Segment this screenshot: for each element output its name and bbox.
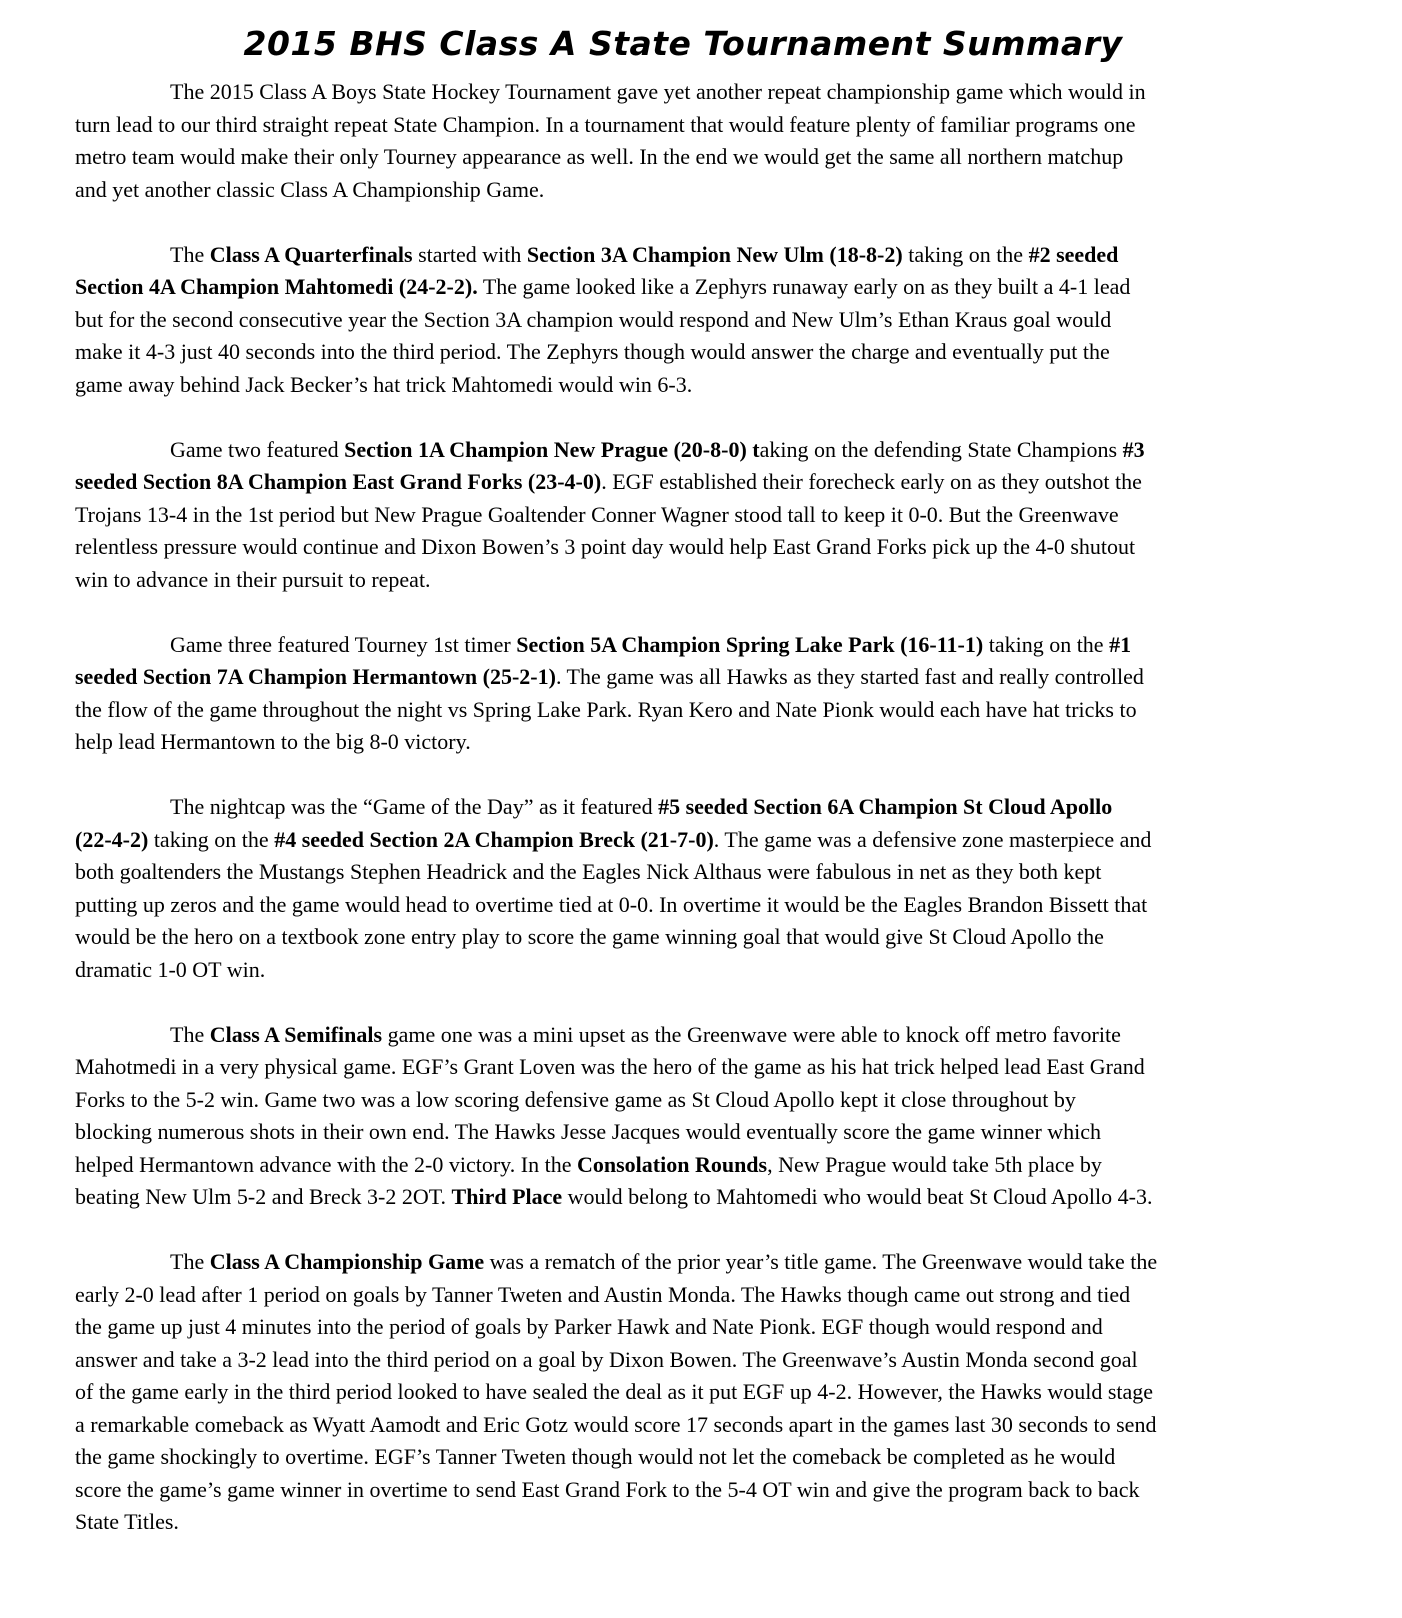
text-segment: of the game early in the third period looked to have sealed the deal as it put EGF up 4-2. However, the Hawks would stage bbox=[75, 1379, 1154, 1404]
text-line bbox=[75, 239, 1157, 272]
text-line bbox=[75, 921, 1157, 954]
bold-text: Section 5A Champion Spring Lake Park (16-11-1) bbox=[516, 631, 984, 657]
text-line bbox=[75, 499, 1157, 532]
text-segment: game away behind Jack Becker’s hat trick Mahtomedi would win 6-3. bbox=[75, 371, 693, 397]
bold-text: #4 seeded Section 2A Champion Breck (21-7-0) bbox=[274, 826, 714, 852]
text-line bbox=[75, 726, 1157, 759]
text-segment: , New Prague would take 5th place by bbox=[767, 1151, 1102, 1177]
bold-text: Section 1A Champion New Prague (20-8-0) t bbox=[344, 436, 760, 462]
text-line bbox=[75, 174, 1157, 207]
bold-text: #2 seeded bbox=[1028, 241, 1119, 267]
text-line bbox=[75, 141, 1157, 174]
text-line bbox=[75, 1409, 1157, 1442]
text-segment: putting up zeros and the game would head to overtime tied at 0-0. In overtime it would be the Eagles Brandon Bissett that bbox=[75, 891, 1148, 917]
text-segment: taking on the bbox=[983, 631, 1110, 657]
text-segment: the game shockingly to overtime. EGF’s Tanner Tweten though would not let the comeback be completed as he would bbox=[75, 1444, 1116, 1469]
text-line bbox=[75, 694, 1157, 727]
text-line bbox=[75, 629, 1157, 662]
text-segment: blocking numerous shots in their own end. The Hawks Jesse Jacques would eventually score the game winner which bbox=[75, 1119, 1102, 1144]
text-segment: Game three featured Tourney 1st timer bbox=[170, 631, 517, 657]
text-segment: started with bbox=[412, 241, 527, 267]
text-segment: The game looked like a Zephyrs runaway early on as they built a 4-1 lead bbox=[477, 274, 1131, 299]
text-segment: was a rematch of the prior year’s title game. The Greenwave would take the bbox=[484, 1249, 1158, 1274]
text-line bbox=[75, 1311, 1157, 1344]
text-segment: make it 4-3 just 40 seconds into the third period. The Zephyrs though would answer the charge and eventually put the bbox=[75, 339, 1110, 364]
bold-text: Section 3A Champion New Ulm (18-8-2) bbox=[526, 241, 903, 267]
bold-text: Consolation Rounds bbox=[576, 1151, 768, 1177]
text-line bbox=[75, 1474, 1157, 1507]
text-segment: win to advance in their pursuit to repeat. bbox=[75, 566, 431, 592]
text-line bbox=[75, 889, 1157, 922]
text-line bbox=[75, 531, 1157, 564]
text-segment: help lead Hermantown to the big 8-0 victory. bbox=[75, 729, 471, 754]
text-segment: turn lead to our third straight repeat State Champion. In a tournament that would feature plenty of familiar programs one bbox=[75, 111, 1136, 137]
text-segment: Mahotmedi in a very physical game. EGF’s Grant Loven was the hero of the game as his hat trick helped lead East Grand bbox=[75, 1054, 1145, 1079]
text-line bbox=[75, 109, 1157, 142]
text-line bbox=[75, 791, 1157, 824]
text-line bbox=[75, 76, 1157, 109]
text-line bbox=[75, 336, 1157, 369]
text-segment: early 2-0 lead after 1 period on goals by Tanner Tweten and Austin Monda. The Hawks though came out strong and tied bbox=[75, 1281, 1131, 1307]
bold-text: seeded Section 8A Champion East Grand Forks (23-4-0) bbox=[75, 469, 602, 494]
text-line bbox=[75, 1279, 1157, 1312]
bold-text: #5 seeded Section 6A Champion St Cloud Apollo bbox=[658, 794, 1113, 819]
text-segment: would be the hero on a textbook zone entry play to score the game winning goal that would give St Cloud Apollo the bbox=[75, 924, 1104, 949]
text-segment: The bbox=[170, 241, 210, 267]
text-segment: Trojans 13-4 in the 1st period but New Prague Goaltender Conner Wagner stood tall to keep it 0-0. But the Greenwave bbox=[75, 501, 1119, 527]
text-segment: beating New Ulm 5-2 and Breck 3-2 2OT. bbox=[75, 1184, 452, 1209]
paragraph bbox=[75, 239, 1157, 402]
text-line bbox=[75, 1084, 1157, 1117]
text-segment: taking on the bbox=[902, 241, 1029, 267]
text-segment: answer and take a 3-2 lead into the third period on a goal by Dixon Bowen. The Greenwave’s Austin Monda second goal bbox=[75, 1346, 1138, 1372]
bold-text: seeded Section 7A Champion Hermantown (25-2-1) bbox=[75, 664, 556, 689]
text-segment: score the game’s game winner in overtime to send East Grand Fork to the 5-4 OT win and give the program back to back bbox=[75, 1476, 1140, 1502]
text-segment: and yet another classic Class A Championship Game. bbox=[75, 176, 545, 202]
text-line bbox=[75, 1019, 1157, 1052]
text-line bbox=[75, 661, 1157, 694]
paragraph bbox=[75, 434, 1157, 597]
text-segment: the flow of the game throughout the night vs Spring Lake Park. Ryan Kero and Nate Pionk would each have hat tricks to bbox=[75, 696, 1137, 722]
text-segment: would belong to Mahtomedi who would beat St Cloud Apollo 4-3. bbox=[562, 1184, 1153, 1209]
bold-text: Class A Quarterfinals bbox=[209, 241, 413, 267]
text-segment: Game two featured bbox=[170, 436, 345, 462]
text-segment: Forks to the 5-2 win. Game two was a low scoring defensive game as St Cloud Apollo kept it close throughout by bbox=[75, 1086, 1076, 1112]
bold-text: Class A Semifinals bbox=[209, 1021, 383, 1047]
text-segment: The nightcap was the “Game of the Day” as it featured bbox=[170, 794, 659, 819]
bold-text: #1 bbox=[1109, 631, 1132, 657]
text-line bbox=[75, 954, 1157, 987]
text-line bbox=[75, 1181, 1157, 1214]
text-segment: dramatic 1-0 OT win. bbox=[75, 956, 266, 982]
text-line bbox=[75, 856, 1157, 889]
text-segment: aking on the defending State Champions bbox=[759, 436, 1123, 462]
text-segment: The bbox=[170, 1021, 210, 1047]
text-line bbox=[75, 1441, 1157, 1474]
text-line bbox=[75, 564, 1157, 597]
paragraph bbox=[75, 1246, 1157, 1539]
text-segment: metro team would make their only Tourney appearance as well. In the end we would get the same all northern matchup bbox=[75, 144, 1124, 169]
document-title: 2015 BHS Class A State Tournament Summary bbox=[243, 24, 1123, 63]
text-line bbox=[75, 369, 1157, 402]
text-line bbox=[75, 1344, 1157, 1377]
bold-text: Class A Championship Game bbox=[209, 1249, 485, 1274]
text-segment: State Titles. bbox=[75, 1509, 179, 1534]
text-segment: a remarkable comeback as Wyatt Aamodt and Eric Gotz would score 17 seconds apart in the games last 30 seconds to send bbox=[75, 1411, 1157, 1437]
text-segment: both goaltenders the Mustangs Stephen Headrick and the Eagles Nick Althaus were fabulous in net as they both kept bbox=[75, 859, 1102, 884]
text-line bbox=[75, 271, 1157, 304]
text-segment: . The game was a defensive zone masterpiece and bbox=[713, 826, 1152, 852]
text-segment: The bbox=[170, 1249, 210, 1274]
text-segment: but for the second consecutive year the Section 3A champion would respond and New Ulm’s Ethan Kraus goal would bbox=[75, 306, 1112, 332]
text-segment: the game up just 4 minutes into the period of goals by Parker Hawk and Nate Pionk. EGF though would respond and bbox=[75, 1314, 1103, 1339]
bold-text: #3 bbox=[1122, 436, 1145, 462]
text-line bbox=[75, 1246, 1157, 1279]
text-segment: helped Hermantown advance with the 2-0 victory. In the bbox=[75, 1151, 577, 1177]
bold-text: Section 4A Champion Mahtomedi (24-2-2). bbox=[75, 274, 478, 299]
bold-text: Third Place bbox=[451, 1184, 563, 1209]
text-line bbox=[75, 1376, 1157, 1409]
text-segment: taking on the bbox=[148, 826, 275, 852]
paragraph bbox=[75, 629, 1157, 759]
bold-text: (22-4-2) bbox=[75, 826, 149, 852]
text-segment: . The game was all Hawks as they started fast and really controlled bbox=[555, 664, 1144, 689]
text-segment: The 2015 Class A Boys State Hockey Tournament gave yet another repeat championship game which would in bbox=[170, 79, 1146, 104]
paragraph bbox=[75, 791, 1157, 986]
text-segment: game one was a mini upset as the Greenwave were able to knock off metro favorite bbox=[382, 1021, 1121, 1047]
paragraph bbox=[75, 76, 1157, 206]
text-line bbox=[75, 1149, 1157, 1182]
text-line bbox=[75, 1116, 1157, 1149]
text-line bbox=[75, 824, 1157, 857]
text-line bbox=[75, 434, 1157, 467]
paragraph bbox=[75, 1019, 1157, 1214]
document-body bbox=[75, 76, 1157, 1571]
text-segment: . EGF established their forecheck early on as they outshot the bbox=[601, 469, 1142, 494]
text-line bbox=[75, 304, 1157, 337]
text-line bbox=[75, 1506, 1157, 1539]
text-line bbox=[75, 466, 1157, 499]
text-segment: relentless pressure would continue and Dixon Bowen’s 3 point day would help East Grand Forks pick up the 4-0 shutout bbox=[75, 534, 1136, 559]
text-line bbox=[75, 1051, 1157, 1084]
